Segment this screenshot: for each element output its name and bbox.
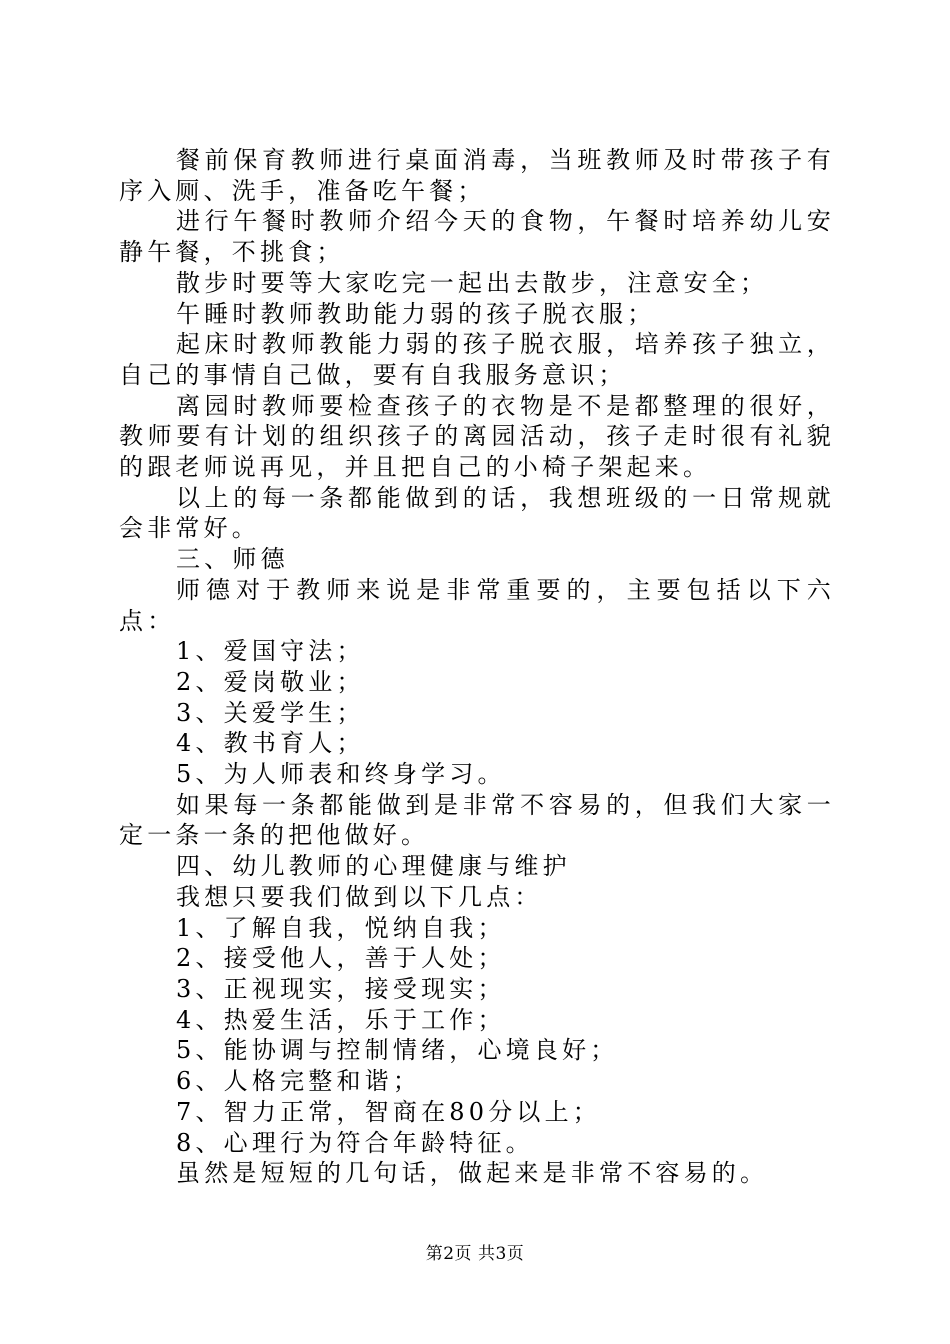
paragraph: 离园时教师要检查孩子的衣物是不是都整理的很好，教师要有计划的组织孩子的离园活动，孩子走时很有礼貌的跟老师说再见，并且把自己的小椅子架起来。 — [119, 391, 835, 482]
list-item: 4、教书育人； — [176, 729, 365, 758]
paragraph: 散步时要等大家吃完一起出去散步，注意安全； — [176, 268, 769, 297]
paragraph: 以上的每一条都能做到的话，我想班级的一日常规就会非常好。 — [119, 483, 835, 543]
list-item: 7、智力正常，智商在80分以上； — [176, 1097, 602, 1126]
paragraph: 午睡时教师教助能力弱的孩子脱衣服； — [176, 299, 656, 328]
list-item: 5、为人师表和终身学习。 — [176, 760, 506, 789]
paragraph: 如果每一条都能做到是非常不容易的，但我们大家一定一条一条的把他做好。 — [119, 790, 835, 850]
list-item: 2、接受他人，善于人处； — [176, 944, 506, 973]
list-item: 3、正视现实，接受现实； — [176, 974, 506, 1003]
paragraph: 餐前保育教师进行桌面消毒，当班教师及时带孩子有序入厕、洗手，准备吃午餐； — [119, 146, 835, 205]
section-heading: 四、幼儿教师的心理健康与维护 — [176, 852, 571, 881]
list-item: 8、心理行为符合年龄特征。 — [176, 1128, 534, 1157]
paragraph: 我想只要我们做到以下几点： — [176, 882, 543, 911]
body-text — [119, 145, 835, 1189]
list-item: 5、能协调与控制情绪，心境良好； — [176, 1036, 619, 1065]
list-item: 6、人格完整和谐； — [176, 1067, 422, 1096]
paragraph: 师德对于教师来说是非常重要的，主要包括以下六点： — [119, 575, 835, 635]
paragraph: 虽然是短短的几句话，做起来是非常不容易的。 — [176, 1159, 769, 1188]
list-item: 1、爱国守法； — [176, 637, 365, 666]
list-item: 1、了解自我，悦纳自我； — [176, 913, 506, 942]
list-item: 3、关爱学生； — [176, 698, 365, 727]
list-item: 2、爱岗敬业； — [176, 667, 365, 696]
paragraph: 起床时教师教能力弱的孩子脱衣服，培养孩子独立，自己的事情自己做，要有自我服务意识； — [119, 330, 835, 389]
list-item: 4、热爱生活，乐于工作； — [176, 1005, 506, 1034]
section-heading: 三、师德 — [176, 545, 289, 574]
paragraph: 进行午餐时教师介绍今天的食物，午餐时培养幼儿安静午餐，不挑食； — [119, 207, 835, 267]
page-footer: 第2页 共3页 — [425, 1244, 525, 1264]
